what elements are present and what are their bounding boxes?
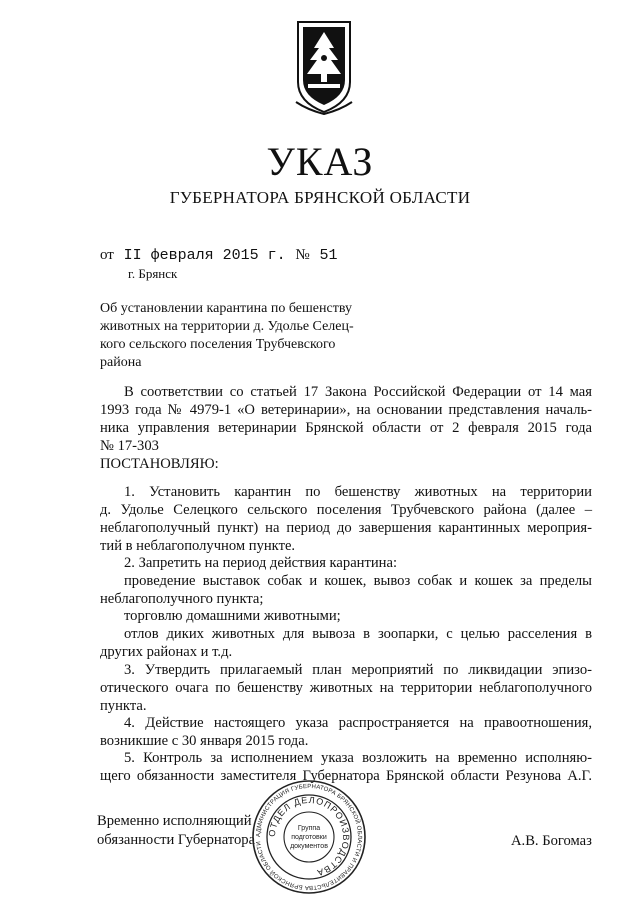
- signatory-name: А.В. Богомаз: [511, 833, 592, 849]
- preamble-line: № 17-303: [100, 438, 159, 454]
- signatory-title: Временно исполняющий: [97, 813, 252, 829]
- item-2-b: торговлю домашними животными;: [124, 608, 341, 624]
- city: г. Брянск: [128, 266, 178, 281]
- item-2-a-line: неблагополучного пункта;: [100, 591, 264, 607]
- item-5-line: 5. Контроль за исполнением указа возложить на временно исполняю-: [124, 750, 592, 766]
- coat-of-arms-icon: [294, 20, 354, 118]
- preamble-line: ника управления ветеринарии Брянской области от 2 февраля 2015 года: [100, 420, 592, 436]
- item-5-line: щего обязанности заместителя Губернатора Брянской области Резунова А.Г.: [100, 768, 592, 784]
- date-number-line: [100, 247, 343, 264]
- preamble-line: 1993 года № 4979-1 «О ветеринарии», на основании представления началь-: [100, 402, 592, 418]
- item-1-line: неблагополучный пункт) на период до завершения карантинных мероприя-: [100, 520, 592, 536]
- stamp-center-line: документов: [290, 843, 328, 850]
- item-3-line: отического очага по бешенству животных на территории неблагополучного: [100, 680, 592, 696]
- stamp-outer-text: АДМИНИСТРАЦИЯ ГУБЕРНАТОРА БРЯНСКОЙ ОБЛАСТИ И ПРАВИТЕЛЬСТВА БРЯНСКОЙ ОБЛАСТИ: [255, 783, 363, 891]
- stamp-center-line: подготовки: [291, 834, 327, 841]
- date-value: II февраля 2015 г.: [123, 247, 286, 264]
- item-2-a-line: проведение выставок собак и кошек, вывоз собак и кошек за пределы: [124, 573, 592, 589]
- document-title: УКАЗ: [266, 139, 374, 184]
- date-prefix: от: [100, 247, 114, 263]
- item-1-line: д. Удолье Селецкого сельского поселения Трубчевского района (далее –: [100, 502, 592, 518]
- item-2-c-line: отлов диких животных для вывоза в зоопарки, с целью расселения в: [124, 626, 592, 642]
- item-1-line: 1. Установить карантин по бешенству животных на территории: [124, 484, 592, 500]
- number-sign: №: [295, 247, 310, 263]
- signatory-title: обязанности Губернатора: [97, 832, 256, 848]
- item-4-line: возникшие с 30 января 2015 года.: [100, 733, 309, 749]
- item-3-line: 3. Утвердить прилагаемый план мероприятий по ликвидации эпизо-: [124, 662, 592, 678]
- item-4-line: 4. Действие настоящего указа распространяется на правоотношения,: [124, 715, 592, 731]
- item-2-c-line: других районах и т.д.: [100, 644, 233, 660]
- document-subtitle: ГУБЕРНАТОРА БРЯНСКОЙ ОБЛАСТИ: [169, 188, 471, 207]
- office-stamp: [250, 778, 368, 896]
- item-2-intro: 2. Запретить на период действия карантина:: [124, 555, 398, 571]
- subject-line: кого сельского поселения Трубчевского: [100, 337, 336, 352]
- decree-word: ПОСТАНОВЛЯЮ:: [100, 456, 219, 472]
- preamble-line: В соответствии со статьей 17 Закона Российской Федерации от 14 мая: [124, 384, 592, 400]
- item-1-line: тий в неблагополучном пункте.: [100, 538, 296, 554]
- subject-line: района: [100, 355, 142, 370]
- subject-line: Об установлении карантина по бешенству: [100, 301, 352, 316]
- subject-line: животных на территории д. Удолье Селец-: [100, 319, 354, 334]
- stamp-center-line: Группа: [297, 825, 321, 832]
- document-number: 51: [319, 247, 338, 264]
- item-3-line: пункта.: [100, 698, 147, 714]
- stamp-ring-text: ОТДЕЛ ДЕЛОПРОИЗВОДСТВА: [266, 794, 352, 879]
